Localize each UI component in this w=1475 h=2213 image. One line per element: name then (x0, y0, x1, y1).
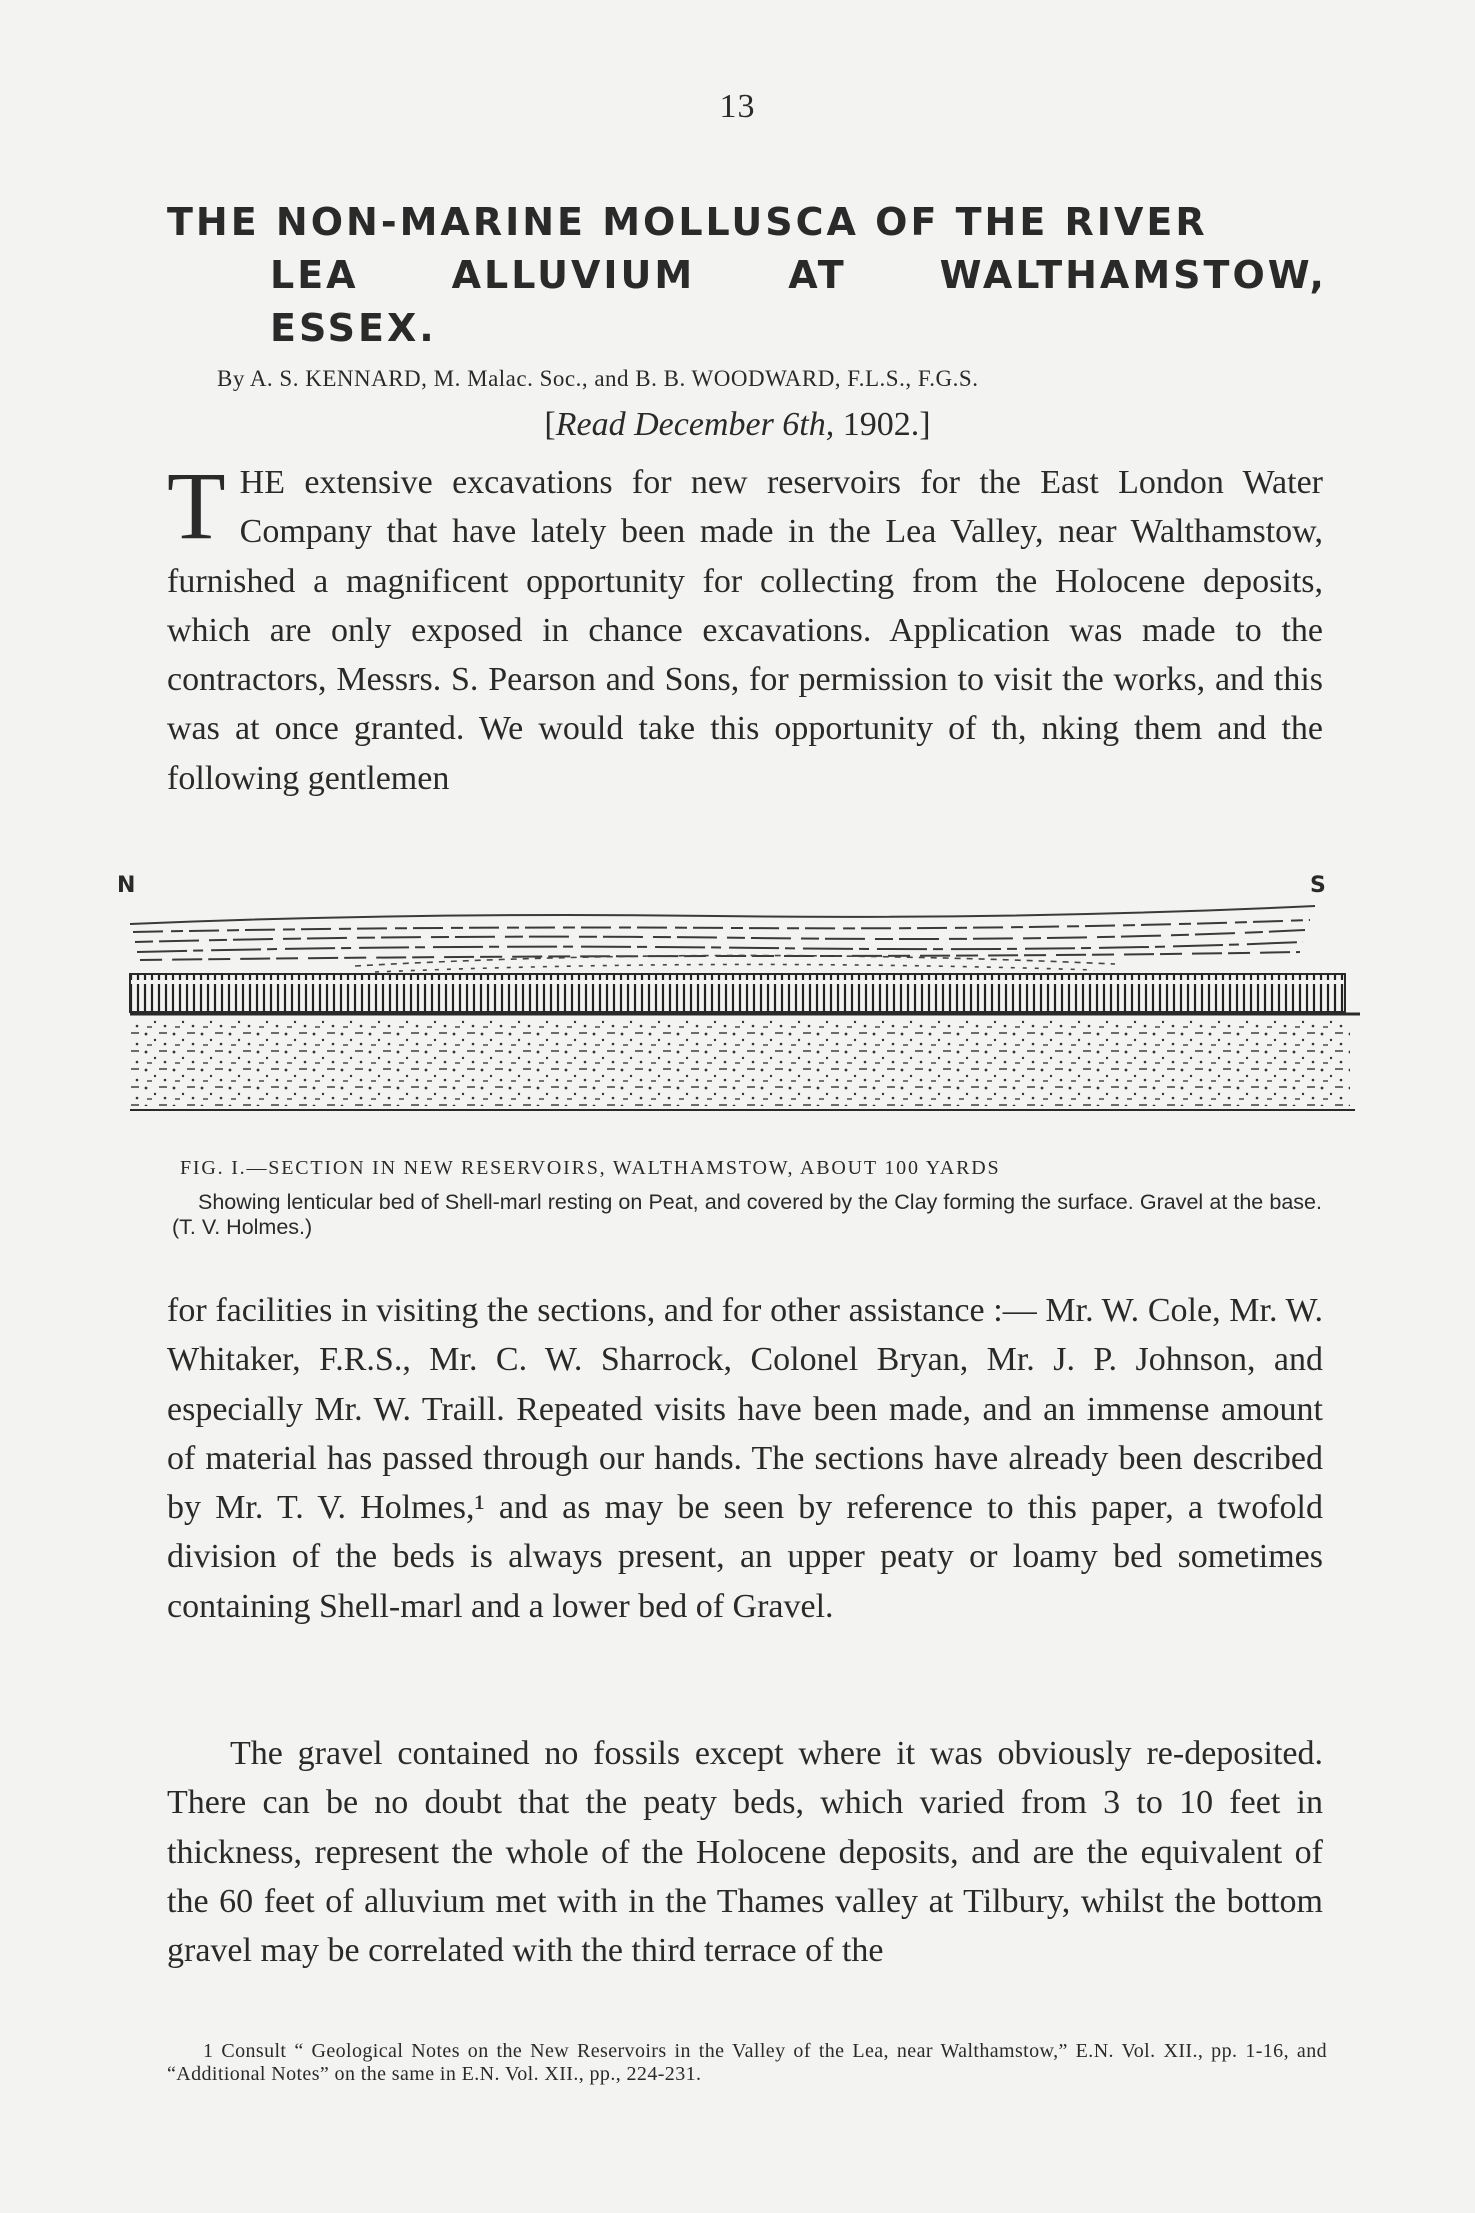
read-date-italic: Read December 6th, (555, 406, 835, 443)
read-date-open: [ (544, 406, 556, 443)
article-title (167, 196, 1327, 355)
read-date (0, 406, 1475, 444)
figure-south-label: S (1310, 873, 1326, 898)
paragraph-1-text: HE extensive excavations for new reservoirs for the East London Water Company that have lately been made in the Lea Valley, near Walthamstow, furnished a magnificent opportunity for collecting from the Holocene deposits, which are only exposed in chance excavations. Application was made to the contractors, Messrs. S. Pearson and Sons, for permission to visit the works, and this was at once granted. We would take this opportunity of th, nking them and the following gentlemen (167, 464, 1323, 797)
footnote-mark: 1 (203, 2040, 214, 2062)
title-line-3: ESSEX. (270, 306, 437, 350)
figure-caption-text (172, 1190, 1322, 1240)
gravel-layer-band (130, 1020, 1350, 1106)
clay-surface-layer (130, 906, 1315, 960)
figure-north-label: N (117, 873, 136, 898)
page-number: 13 (719, 88, 756, 125)
footnote-text: Consult “ Geological Notes on the New Reservoirs in the Valley of the Lea, near Walthamstow,” E.N. Vol. XII., pp. 1-16, and “Additional Notes” on the same in E.N. Vol. XII., pp., 224-231. (167, 2040, 1327, 2085)
title-line-1: THE NON-MARINE MOLLUSCA OF THE RIVER (167, 200, 1208, 244)
paragraph-3: The gravel contained no fossils except where it was obviously re-deposited. There can be no doubt that the peaty beds, which varied from 3 to 10 feet in thickness, represent the whole of the Holocene deposits, and are the equivalent of the 60 feet of alluvium met with in the Thames valley at Tilbury, whilst the bottom gravel may be correlated with the third terrace of the (167, 1735, 1323, 1970)
drop-cap: T (167, 452, 226, 559)
author-byline: By A. S. KENNARD, M. Malac. Soc., and B. B. WOODWARD, F.L.S., F.G.S. (217, 366, 979, 391)
paragraph-1 (167, 452, 1323, 803)
title-line-2: LEA ALLUVIUM AT WALTHAMSTOW, (270, 253, 1327, 297)
figure-caption-title: FIG. I.—SECTION IN NEW RESERVOIRS, WALTHAMSTOW, ABOUT 100 YARDS (180, 1157, 1001, 1179)
read-date-year: 1902.] (834, 406, 931, 443)
paragraph-2: for facilities in visiting the sections, and for other assistance :— Mr. W. Cole, Mr. W. Whitaker, F.R.S., Mr. C. W. Sharrock, Colonel Bryan, Mr. J. P. Johnson, and especially Mr. W. Traill. Repeated visits have been made, and an immense amount of material has passed through our hands. The sections have already been described by Mr. T. V. Holmes,¹ and as may be seen by reference to this paper, a twofold division of the beds is always present, an upper peaty or loamy bed sometimes containing Shell-marl and a lower bed of Gravel. (167, 1292, 1323, 1625)
figure-caption-body: Showing lenticular bed of Shell-marl resting on Peat, and covered by the Clay forming the surface. Gravel at the base. (T. V. Holmes.) (172, 1190, 1322, 1239)
peat-layer-band (130, 974, 1345, 1012)
footnote (167, 2040, 1327, 2086)
geological-section-figure (115, 868, 1360, 1118)
